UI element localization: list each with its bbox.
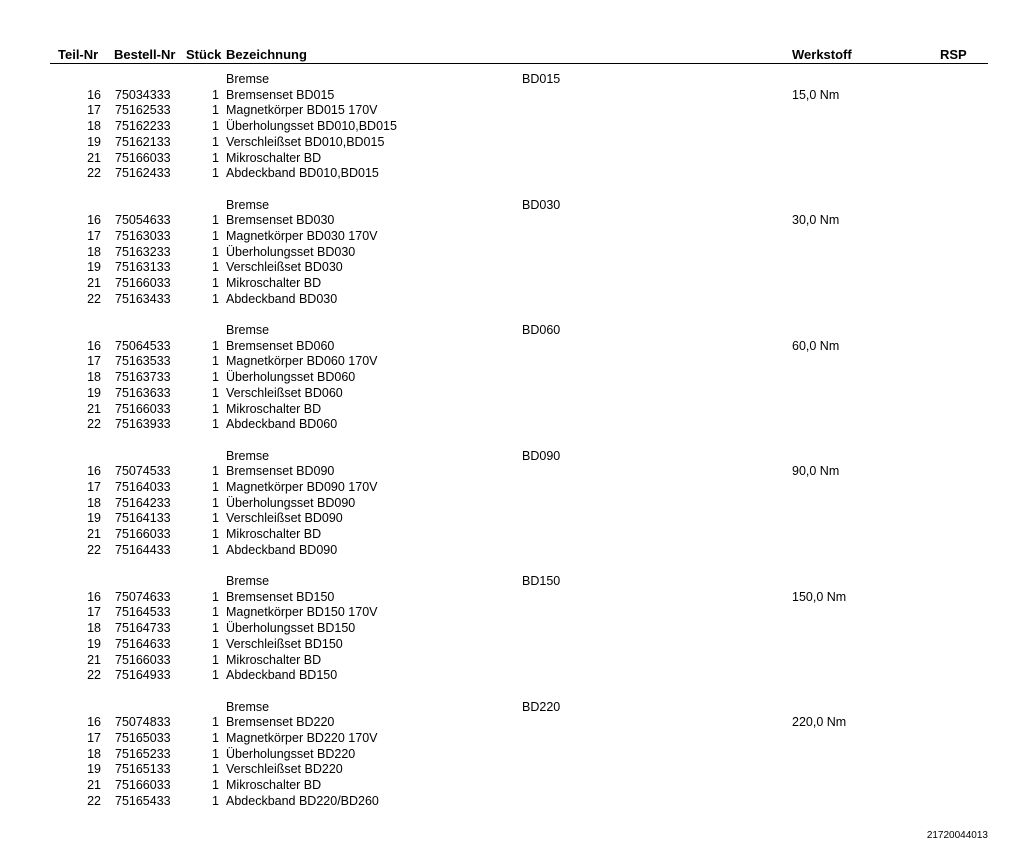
header-bezeichnung: Bezeichnung	[226, 47, 307, 62]
cell-teil-nr: 17	[87, 228, 101, 243]
cell-bestell-nr: 75164633	[115, 636, 171, 651]
cell-teil-nr: 19	[87, 134, 101, 149]
cell-teil-nr: 19	[87, 762, 101, 777]
cell-stueck: 1	[212, 762, 219, 777]
table-row	[0, 151, 1025, 167]
cell-teil-nr: 21	[87, 276, 101, 290]
group-title: Bremse	[226, 197, 270, 212]
cell-bezeichnung: Bremsenset BD220	[226, 715, 335, 730]
cell-bezeichnung: Mikroschalter BD	[226, 150, 322, 165]
cell-werkstoff: 150,0 Nm	[792, 589, 847, 604]
group-type: BD150	[522, 574, 561, 588]
group-title-row	[0, 700, 1025, 716]
cell-bezeichnung: Verschleißset BD090	[226, 511, 343, 526]
cell-bestell-nr: 75162433	[115, 166, 171, 181]
cell-stueck: 1	[212, 636, 219, 651]
table-row	[0, 417, 1025, 433]
cell-teil-nr: 17	[87, 605, 101, 620]
cell-teil-nr: 21	[87, 401, 101, 416]
cell-bezeichnung: Mikroschalter BD	[226, 652, 322, 667]
cell-bezeichnung: Überholungsset BD030	[226, 244, 356, 259]
cell-bezeichnung: Verschleißset BD150	[226, 636, 343, 651]
cell-teil-nr: 16	[87, 213, 101, 228]
cell-teil-nr: 16	[87, 338, 101, 353]
table-row	[0, 653, 1025, 669]
cell-bestell-nr: 75164033	[115, 479, 171, 494]
table-row	[0, 370, 1025, 386]
cell-bestell-nr: 75166033	[115, 778, 171, 792]
group-type: BD220	[522, 699, 561, 714]
parts-group	[0, 72, 1025, 198]
group-title-row	[0, 574, 1025, 590]
cell-stueck: 1	[212, 479, 219, 494]
cell-teil-nr: 19	[87, 385, 101, 400]
cell-bezeichnung: Mikroschalter BD	[226, 276, 322, 290]
cell-bestell-nr: 75166033	[115, 652, 171, 667]
cell-bestell-nr: 75162533	[115, 103, 171, 118]
cell-stueck: 1	[212, 260, 219, 275]
cell-bezeichnung: Verschleißset BD060	[226, 385, 343, 400]
table-row	[0, 590, 1025, 606]
parts-group	[0, 449, 1025, 575]
cell-stueck: 1	[212, 464, 219, 479]
table-row	[0, 88, 1025, 104]
group-title: Bremse	[226, 574, 270, 588]
parts-group	[0, 700, 1025, 826]
cell-teil-nr: 21	[87, 150, 101, 165]
cell-teil-nr: 18	[87, 119, 101, 134]
table-row	[0, 496, 1025, 512]
cell-stueck: 1	[212, 166, 219, 181]
cell-bestell-nr: 75165133	[115, 762, 171, 777]
cell-bezeichnung: Mikroschalter BD	[226, 527, 322, 541]
cell-stueck: 1	[212, 605, 219, 620]
cell-teil-nr: 17	[87, 479, 101, 494]
table-row	[0, 135, 1025, 151]
cell-bezeichnung: Magnetkörper BD015 170V	[226, 103, 378, 118]
cell-bezeichnung: Überholungsset BD060	[226, 370, 356, 385]
cell-bestell-nr: 75074833	[115, 715, 171, 730]
table-row	[0, 668, 1025, 684]
cell-bezeichnung: Magnetkörper BD060 170V	[226, 354, 378, 369]
cell-bestell-nr: 75054633	[115, 213, 171, 228]
header-stueck: Stück	[186, 47, 222, 62]
cell-teil-nr: 18	[87, 495, 101, 510]
table-row	[0, 480, 1025, 496]
cell-bestell-nr: 75163533	[115, 354, 171, 369]
table-row	[0, 245, 1025, 261]
table-row	[0, 166, 1025, 182]
cell-bestell-nr: 75163733	[115, 370, 171, 385]
cell-bestell-nr: 75163433	[115, 291, 171, 306]
table-header	[50, 47, 988, 63]
cell-werkstoff: 60,0 Nm	[792, 338, 840, 353]
cell-stueck: 1	[212, 244, 219, 259]
cell-teil-nr: 16	[87, 589, 101, 604]
cell-teil-nr: 18	[87, 244, 101, 259]
cell-stueck: 1	[212, 134, 219, 149]
cell-bestell-nr: 75164733	[115, 621, 171, 636]
group-title-row	[0, 72, 1025, 88]
cell-bestell-nr: 75166033	[115, 150, 171, 165]
cell-teil-nr: 18	[87, 746, 101, 761]
table-row	[0, 386, 1025, 402]
table-row	[0, 103, 1025, 119]
cell-teil-nr: 22	[87, 793, 101, 808]
cell-bezeichnung: Überholungsset BD010,BD015	[226, 119, 397, 134]
group-title-row	[0, 323, 1025, 339]
cell-bestell-nr: 75163033	[115, 228, 171, 243]
cell-stueck: 1	[212, 668, 219, 683]
cell-teil-nr: 19	[87, 260, 101, 275]
cell-stueck: 1	[212, 370, 219, 385]
group-title: Bremse	[226, 699, 270, 714]
cell-stueck: 1	[212, 103, 219, 118]
header-rsp: RSP	[940, 47, 967, 62]
cell-bezeichnung: Magnetkörper BD150 170V	[226, 605, 378, 620]
cell-teil-nr: 22	[87, 417, 101, 432]
cell-teil-nr: 22	[87, 166, 101, 181]
cell-stueck: 1	[212, 746, 219, 761]
cell-bestell-nr: 75163933	[115, 417, 171, 432]
cell-bezeichnung: Bremsenset BD090	[226, 464, 335, 479]
group-type: BD015	[522, 72, 561, 86]
cell-bestell-nr: 75164533	[115, 605, 171, 620]
cell-teil-nr: 16	[87, 87, 101, 102]
cell-bestell-nr: 75163133	[115, 260, 171, 275]
cell-bestell-nr: 75164933	[115, 668, 171, 683]
cell-stueck: 1	[212, 511, 219, 526]
cell-teil-nr: 17	[87, 730, 101, 745]
group-type: BD030	[522, 197, 561, 212]
cell-stueck: 1	[212, 621, 219, 636]
cell-teil-nr: 18	[87, 621, 101, 636]
cell-bestell-nr: 75163233	[115, 244, 171, 259]
cell-teil-nr: 17	[87, 354, 101, 369]
cell-bezeichnung: Abdeckband BD060	[226, 417, 338, 432]
cell-bestell-nr: 75165233	[115, 746, 171, 761]
cell-stueck: 1	[212, 385, 219, 400]
cell-teil-nr: 19	[87, 511, 101, 526]
cell-bestell-nr: 75166033	[115, 401, 171, 416]
cell-stueck: 1	[212, 527, 219, 541]
header-werkstoff: Werkstoff	[792, 47, 852, 62]
cell-teil-nr: 21	[87, 778, 101, 792]
table-row	[0, 213, 1025, 229]
cell-bestell-nr: 75163633	[115, 385, 171, 400]
cell-teil-nr: 17	[87, 103, 101, 118]
cell-stueck: 1	[212, 417, 219, 432]
parts-group	[0, 198, 1025, 324]
cell-bestell-nr: 75165433	[115, 793, 171, 808]
cell-bezeichnung: Überholungsset BD090	[226, 495, 356, 510]
table-row	[0, 731, 1025, 747]
header-bestell-nr: Bestell-Nr	[114, 47, 176, 62]
table-row	[0, 794, 1025, 810]
cell-bestell-nr: 75162133	[115, 134, 171, 149]
cell-stueck: 1	[212, 150, 219, 165]
cell-stueck: 1	[212, 778, 219, 792]
cell-stueck: 1	[212, 793, 219, 808]
cell-bezeichnung: Mikroschalter BD	[226, 401, 322, 416]
table-row	[0, 292, 1025, 308]
cell-teil-nr: 22	[87, 542, 101, 557]
table-row	[0, 637, 1025, 653]
table-row	[0, 339, 1025, 355]
table-row	[0, 543, 1025, 559]
cell-werkstoff: 30,0 Nm	[792, 213, 840, 228]
cell-teil-nr: 22	[87, 291, 101, 306]
cell-bestell-nr: 75162233	[115, 119, 171, 134]
cell-stueck: 1	[212, 401, 219, 416]
document-number: 21720044013	[926, 830, 988, 841]
table-row	[0, 762, 1025, 778]
group-title-row	[0, 449, 1025, 465]
cell-stueck: 1	[212, 730, 219, 745]
cell-werkstoff: 90,0 Nm	[792, 464, 840, 479]
cell-bezeichnung: Abdeckband BD010,BD015	[226, 166, 379, 181]
cell-bezeichnung: Verschleißset BD220	[226, 762, 343, 777]
cell-bezeichnung: Abdeckband BD150	[226, 668, 338, 683]
cell-bestell-nr: 75034333	[115, 87, 171, 102]
cell-bestell-nr: 75074633	[115, 589, 171, 604]
cell-stueck: 1	[212, 715, 219, 730]
cell-bestell-nr: 75164233	[115, 495, 171, 510]
cell-bestell-nr: 75165033	[115, 730, 171, 745]
cell-bestell-nr: 75064533	[115, 338, 171, 353]
table-row	[0, 464, 1025, 480]
cell-stueck: 1	[212, 276, 219, 290]
cell-teil-nr: 21	[87, 527, 101, 541]
cell-bezeichnung: Magnetkörper BD220 170V	[226, 730, 378, 745]
cell-bezeichnung: Bremsenset BD015	[226, 87, 335, 102]
cell-stueck: 1	[212, 589, 219, 604]
cell-bezeichnung: Bremsenset BD060	[226, 338, 335, 353]
cell-bestell-nr: 75166033	[115, 527, 171, 541]
cell-bezeichnung: Abdeckband BD220/BD260	[226, 793, 379, 808]
table-row	[0, 621, 1025, 637]
group-title: Bremse	[226, 72, 270, 86]
group-type: BD090	[522, 448, 561, 463]
parts-list	[0, 72, 1025, 825]
cell-bezeichnung: Verschleißset BD030	[226, 260, 343, 275]
cell-bezeichnung: Magnetkörper BD030 170V	[226, 228, 378, 243]
cell-bezeichnung: Abdeckband BD090	[226, 542, 338, 557]
cell-bezeichnung: Mikroschalter BD	[226, 778, 322, 792]
cell-werkstoff: 220,0 Nm	[792, 715, 847, 730]
cell-bezeichnung: Bremsenset BD150	[226, 589, 335, 604]
cell-stueck: 1	[212, 652, 219, 667]
table-row	[0, 778, 1025, 794]
cell-stueck: 1	[212, 228, 219, 243]
cell-werkstoff: 15,0 Nm	[792, 87, 840, 102]
table-row	[0, 229, 1025, 245]
cell-teil-nr: 16	[87, 715, 101, 730]
group-title-row	[0, 198, 1025, 214]
cell-bezeichnung: Bremsenset BD030	[226, 213, 335, 228]
cell-stueck: 1	[212, 213, 219, 228]
cell-stueck: 1	[212, 119, 219, 134]
cell-bezeichnung: Verschleißset BD010,BD015	[226, 134, 385, 149]
parts-group	[0, 574, 1025, 700]
cell-stueck: 1	[212, 338, 219, 353]
cell-stueck: 1	[212, 542, 219, 557]
cell-bezeichnung: Magnetkörper BD090 170V	[226, 479, 378, 494]
group-type: BD060	[522, 323, 561, 337]
table-row	[0, 260, 1025, 276]
table-row	[0, 747, 1025, 763]
table-row	[0, 119, 1025, 135]
cell-bestell-nr: 75166033	[115, 276, 171, 290]
cell-stueck: 1	[212, 495, 219, 510]
table-row	[0, 402, 1025, 418]
cell-stueck: 1	[212, 354, 219, 369]
cell-bezeichnung: Überholungsset BD150	[226, 621, 356, 636]
group-title: Bremse	[226, 448, 270, 463]
table-row	[0, 605, 1025, 621]
cell-bestell-nr: 75164433	[115, 542, 171, 557]
table-row	[0, 511, 1025, 527]
cell-teil-nr: 19	[87, 636, 101, 651]
cell-stueck: 1	[212, 291, 219, 306]
cell-bestell-nr: 75164133	[115, 511, 171, 526]
table-row	[0, 715, 1025, 731]
cell-teil-nr: 18	[87, 370, 101, 385]
parts-group	[0, 323, 1025, 449]
group-title: Bremse	[226, 323, 270, 337]
header-teil-nr: Teil-Nr	[58, 47, 99, 62]
table-row	[0, 354, 1025, 370]
cell-bezeichnung: Abdeckband BD030	[226, 291, 338, 306]
cell-teil-nr: 22	[87, 668, 101, 683]
table-row	[0, 276, 1025, 292]
cell-teil-nr: 21	[87, 652, 101, 667]
cell-stueck: 1	[212, 87, 219, 102]
cell-teil-nr: 16	[87, 464, 101, 479]
cell-bezeichnung: Überholungsset BD220	[226, 746, 356, 761]
header-rule	[50, 63, 988, 64]
cell-bestell-nr: 75074533	[115, 464, 171, 479]
table-row	[0, 527, 1025, 543]
